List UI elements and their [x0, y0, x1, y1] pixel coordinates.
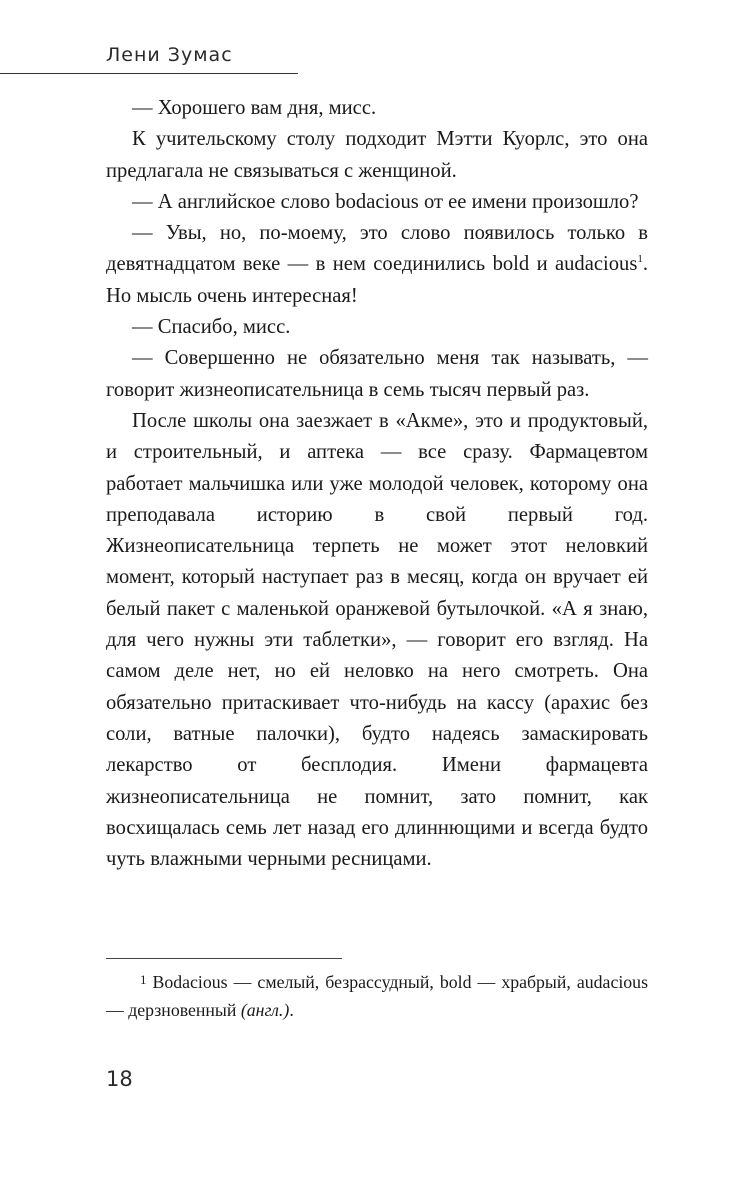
footnote-text: Bodacious — смелый, безрассудный, bold — храбрый, audacious — дерзновенный — [106, 972, 648, 1020]
paragraph: — Хорошего вам дня, мисс. — [132, 97, 377, 119]
paragraph-text: . Но мысль очень интересная! — [106, 253, 648, 307]
footnote-end: . — [289, 1000, 294, 1020]
footnote-lang-note: (англ.) — [240, 1000, 290, 1020]
paragraph-text: — Увы, но, по-моему, это слово появилось только в девятнадцатом веке — в нем соединились bold и audacious — [106, 222, 648, 276]
footnote-rule — [106, 958, 342, 959]
running-head: Лени Зумас — [106, 44, 233, 66]
body-text — [106, 93, 648, 875]
footnote: 1 Bodacious — смелый, безрассудный, bold — храбрый, audacious — дерзновенный (англ.). — [106, 972, 648, 1020]
paragraph: — Совершенно не обязательно меня так называть, — говорит жизнеописательница в семь тысяч первый раз. — [106, 347, 648, 401]
header-rule — [0, 73, 298, 74]
page-number: 18 — [106, 1067, 133, 1091]
paragraph: После школы она заезжает в «Акме», это и продуктовый, и строительный, и аптека — все сразу. Фармацевтом работает мальчишка или уже молодой человек, которому она преподавала историю в свой первый год. Жизнеописательница терпеть не может этот неловкий момент, который наступает раз в месяц, когда он вручает ей белый пакет с маленькой оранжевой бутылочкой. «А я знаю, для чего нужны эти таблетки», — говорит его взгляд. На самом деле нет, но ей неловко на него смотреть. Она обязательно притаскивает что-нибудь на кассу (арахис без соли, ватные палочки), будто надеясь замаскировать лекарство от бесплодия. Имени фармацевта жизнеописательница не помнит, зато помнит, как восхищалась семь лет назад его длиннющими и всегда будто чуть влажными черными ресницами. — [106, 409, 648, 871]
footnote-reference[interactable]: 1 — [637, 253, 643, 266]
paragraph — [106, 218, 648, 312]
paragraph: — А английское слово bodacious от ее имени произошло? — [132, 190, 639, 213]
paragraph: К учительскому столу подходит Мэтти Куорлс, это она предлагала не связываться с женщиной. — [106, 128, 648, 182]
paragraph: — Спасибо, мисс. — [132, 316, 291, 339]
